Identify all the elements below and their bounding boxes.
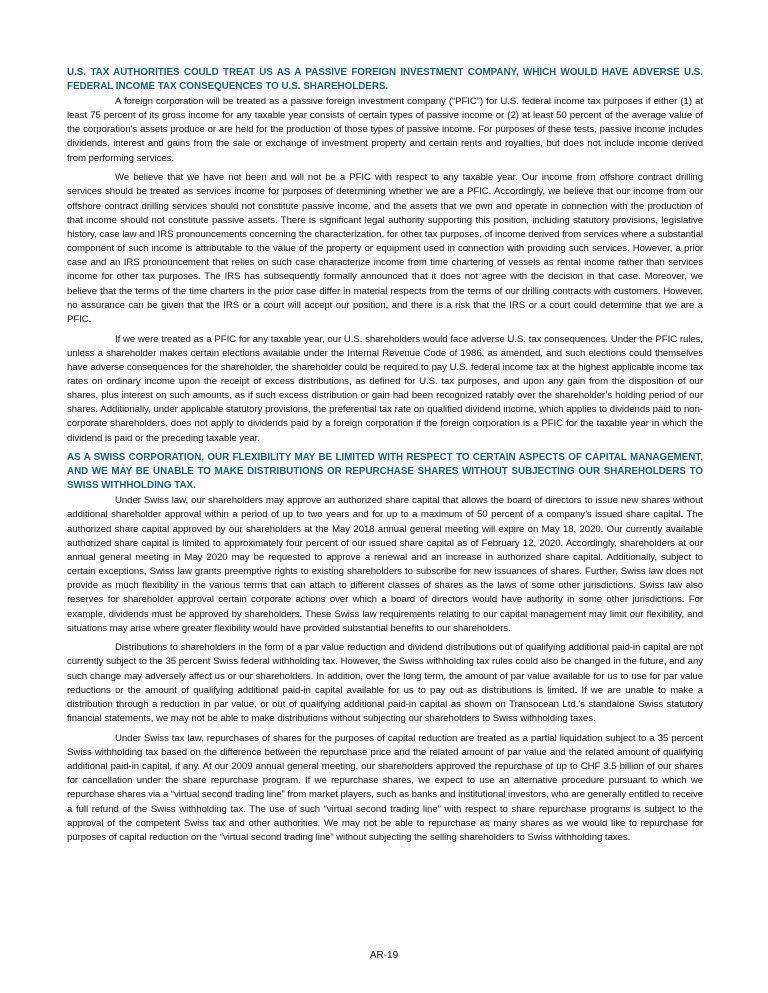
- page-number: AR-19: [369, 950, 399, 961]
- paragraph: Under Swiss law, our shareholders may approve an authorized share capital that allows the board of directors to issue new shares without additional shareholder approval within a period of up to two years and for up to a maximum of 50 percent of a company’s issued share capital. The authorized share capital approved by our shareholders at the May 2018 annual general meeting will expire on May 18, 2020. Our currently available authorized share capital is limited to approximately four percent of our issued share capital as of February 12, 2020. Accordingly, shareholders at our annual general meeting in May 2020 may be requested to approve a renewal and an increase in authorized share capital. Additionally, subject to certain exceptions, Swiss law grants preemptive rights to existing shareholders to subscribe for new issuances of shares. Further, Swiss law does not provide as much flexibility in the various terms that can attach to different classes of shares as the laws of some other jurisdictions. Swiss law also reserves for shareholder approval certain corporate actions over which a board of directors would have authority in some other jurisdictions. For example, dividends must be approved by shareholders. These Swiss law requirements relating to our capital management may limit our flexibility, and situations may arise where greater flexibility would have provided substantial benefits to our shareholders.: [67, 495, 703, 634]
- document-body: [67, 66, 703, 851]
- paragraph: Distributions to shareholders in the form of a par value reduction and dividend distributions out of qualifying additional paid-in capital are not currently subject to the 35 percent Swiss federal withholding tax. However, the Swiss withholding tax rules could also be changed in the future, and any such change may adversely affect us or our shareholders. In addition, over the long term, the amount of par value available for us to use for par value reductions or the amount of qualifying additional paid-in capital available for us to pay out as distributions is limited. If we are unable to make a distribution through a reduction in par value, or out of qualifying additional paid-in capital as shown on Transocean Ltd.’s standalone Swiss statutory financial statements, we may not be able to make distributions without subjecting our shareholders to Swiss withholding taxes.: [67, 642, 703, 725]
- paragraph: We believe that we have not been and will not be a PFIC with respect to any taxable year. Our income from offshore contract drilling services should be treated as services income for purposes of determining whether we are a PFIC. Accordingly, we believe that our income from our offshore contract drilling services should not constitute passive income, and the assets that we own and operate in connection with the production of that income should not constitute passive assets. There is significant legal authority supporting this position, including statutory provisions, legislative history, case law and IRS pronouncements concerning the characterization, for other tax purposes, of income derived from services where a substantial component of such income is attributable to the value of the property or equipment used in connection with providing such services. However, a prior case and an IRS pronouncement that relies on such case characterize income from time chartering of vessels as rental income rather than services income for other tax purposes. The IRS has subsequently formally announced that it does not agree with the decision in that case. Moreover, we believe that the terms of the time charters in the prior case differ in material respects from the terms of our drilling contracts with customers. However, no assurance can be given that the IRS or a court will accept our position, and there is a risk that the IRS or a court could determine that we are a PFIC.: [67, 172, 703, 325]
- section-heading-swiss-corporation: AS A SWISS CORPORATION, OUR FLEXIBILITY MAY BE LIMITED WITH RESPECT TO CERTAIN ASPECTS OF CAPITAL MANAGEMENT, AND WE MAY BE UNABLE TO MAKE DISTRIBUTIONS OR REPURCHASE SHARES WITHOUT SUBJECTING OUR SHAREHOLDERS TO SWISS WITHHOLDING TAX.: [67, 452, 703, 492]
- paragraph: If we were treated as a PFIC for any taxable year, our U.S. shareholders would face adverse U.S. tax consequences. Under the PFIC rules, unless a shareholder makes certain elections available under the Internal Revenue Code of 1986, as amended, and such elections could themselves have adverse consequences for the shareholder, the shareholder could be required to pay U.S. federal income tax at the highest applicable income tax rates on ordinary income upon the receipt of excess distributions, as defined for U.S. tax purposes, and upon any gain from the disposition of our shares, plus interest on such amounts, as if such excess distribution or gain had been recognized ratably over the shareholder’s holding period of our shares. Additionally, under applicable statutory provisions, the preferential tax rate on qualified dividend income, which applies to dividends paid to non-corporate shareholders, does not apply to dividends paid by a foreign corporation if the foreign corporation is a PFIC for the taxable year in which the dividend is paid or the preceding taxable year.: [67, 333, 703, 444]
- section-heading-pfic: U.S. TAX AUTHORITIES COULD TREAT US AS A PASSIVE FOREIGN INVESTMENT COMPANY, WHICH WOULD HAVE ADVERSE U.S. FEDERAL INCOME TAX CONSEQUENCES TO U.S. SHAREHOLDERS.: [67, 67, 703, 92]
- paragraph: A foreign corporation will be treated as a passive foreign investment company (“PFIC”) for U.S. federal income tax purposes if either (1) at least 75 percent of its gross income for any taxable year consists of certain types of passive income or (2) at least 50 percent of the average value of the corporation’s assets produce or are held for the production of those types of passive income. For purposes of these tests, passive income includes dividends, interest and gains from the sale or exchange of investment property and certain rents and royalties, but does not include income derived from performing services.: [67, 96, 703, 164]
- paragraph: Under Swiss tax law, repurchases of shares for the purposes of capital reduction are treated as a partial liquidation subject to a 35 percent Swiss withholding tax based on the difference between the repurchase price and the related amount of par value and the related amount of qualifying additional paid-in capital, if any. At our 2009 annual general meeting, our shareholders approved the repurchase of up to CHF 3.5 billion of our shares for cancellation under the share repurchase program. If we repurchase shares, we expect to use an alternative procedure pursuant to which we repurchase shares via a “virtual second trading line” from market players, such as banks and institutional investors, who are generally entitled to receive a full refund of the Swiss withholding tax. The use of such “virtual second trading line” with respect to share repurchase programs is subject to the approval of the competent Swiss tax and other authorities. We may not be able to repurchase as many shares as we would like to repurchase for purposes of capital reduction on the “virtual second trading line” without subjecting the selling shareholders to Swiss withholding taxes.: [67, 732, 703, 843]
